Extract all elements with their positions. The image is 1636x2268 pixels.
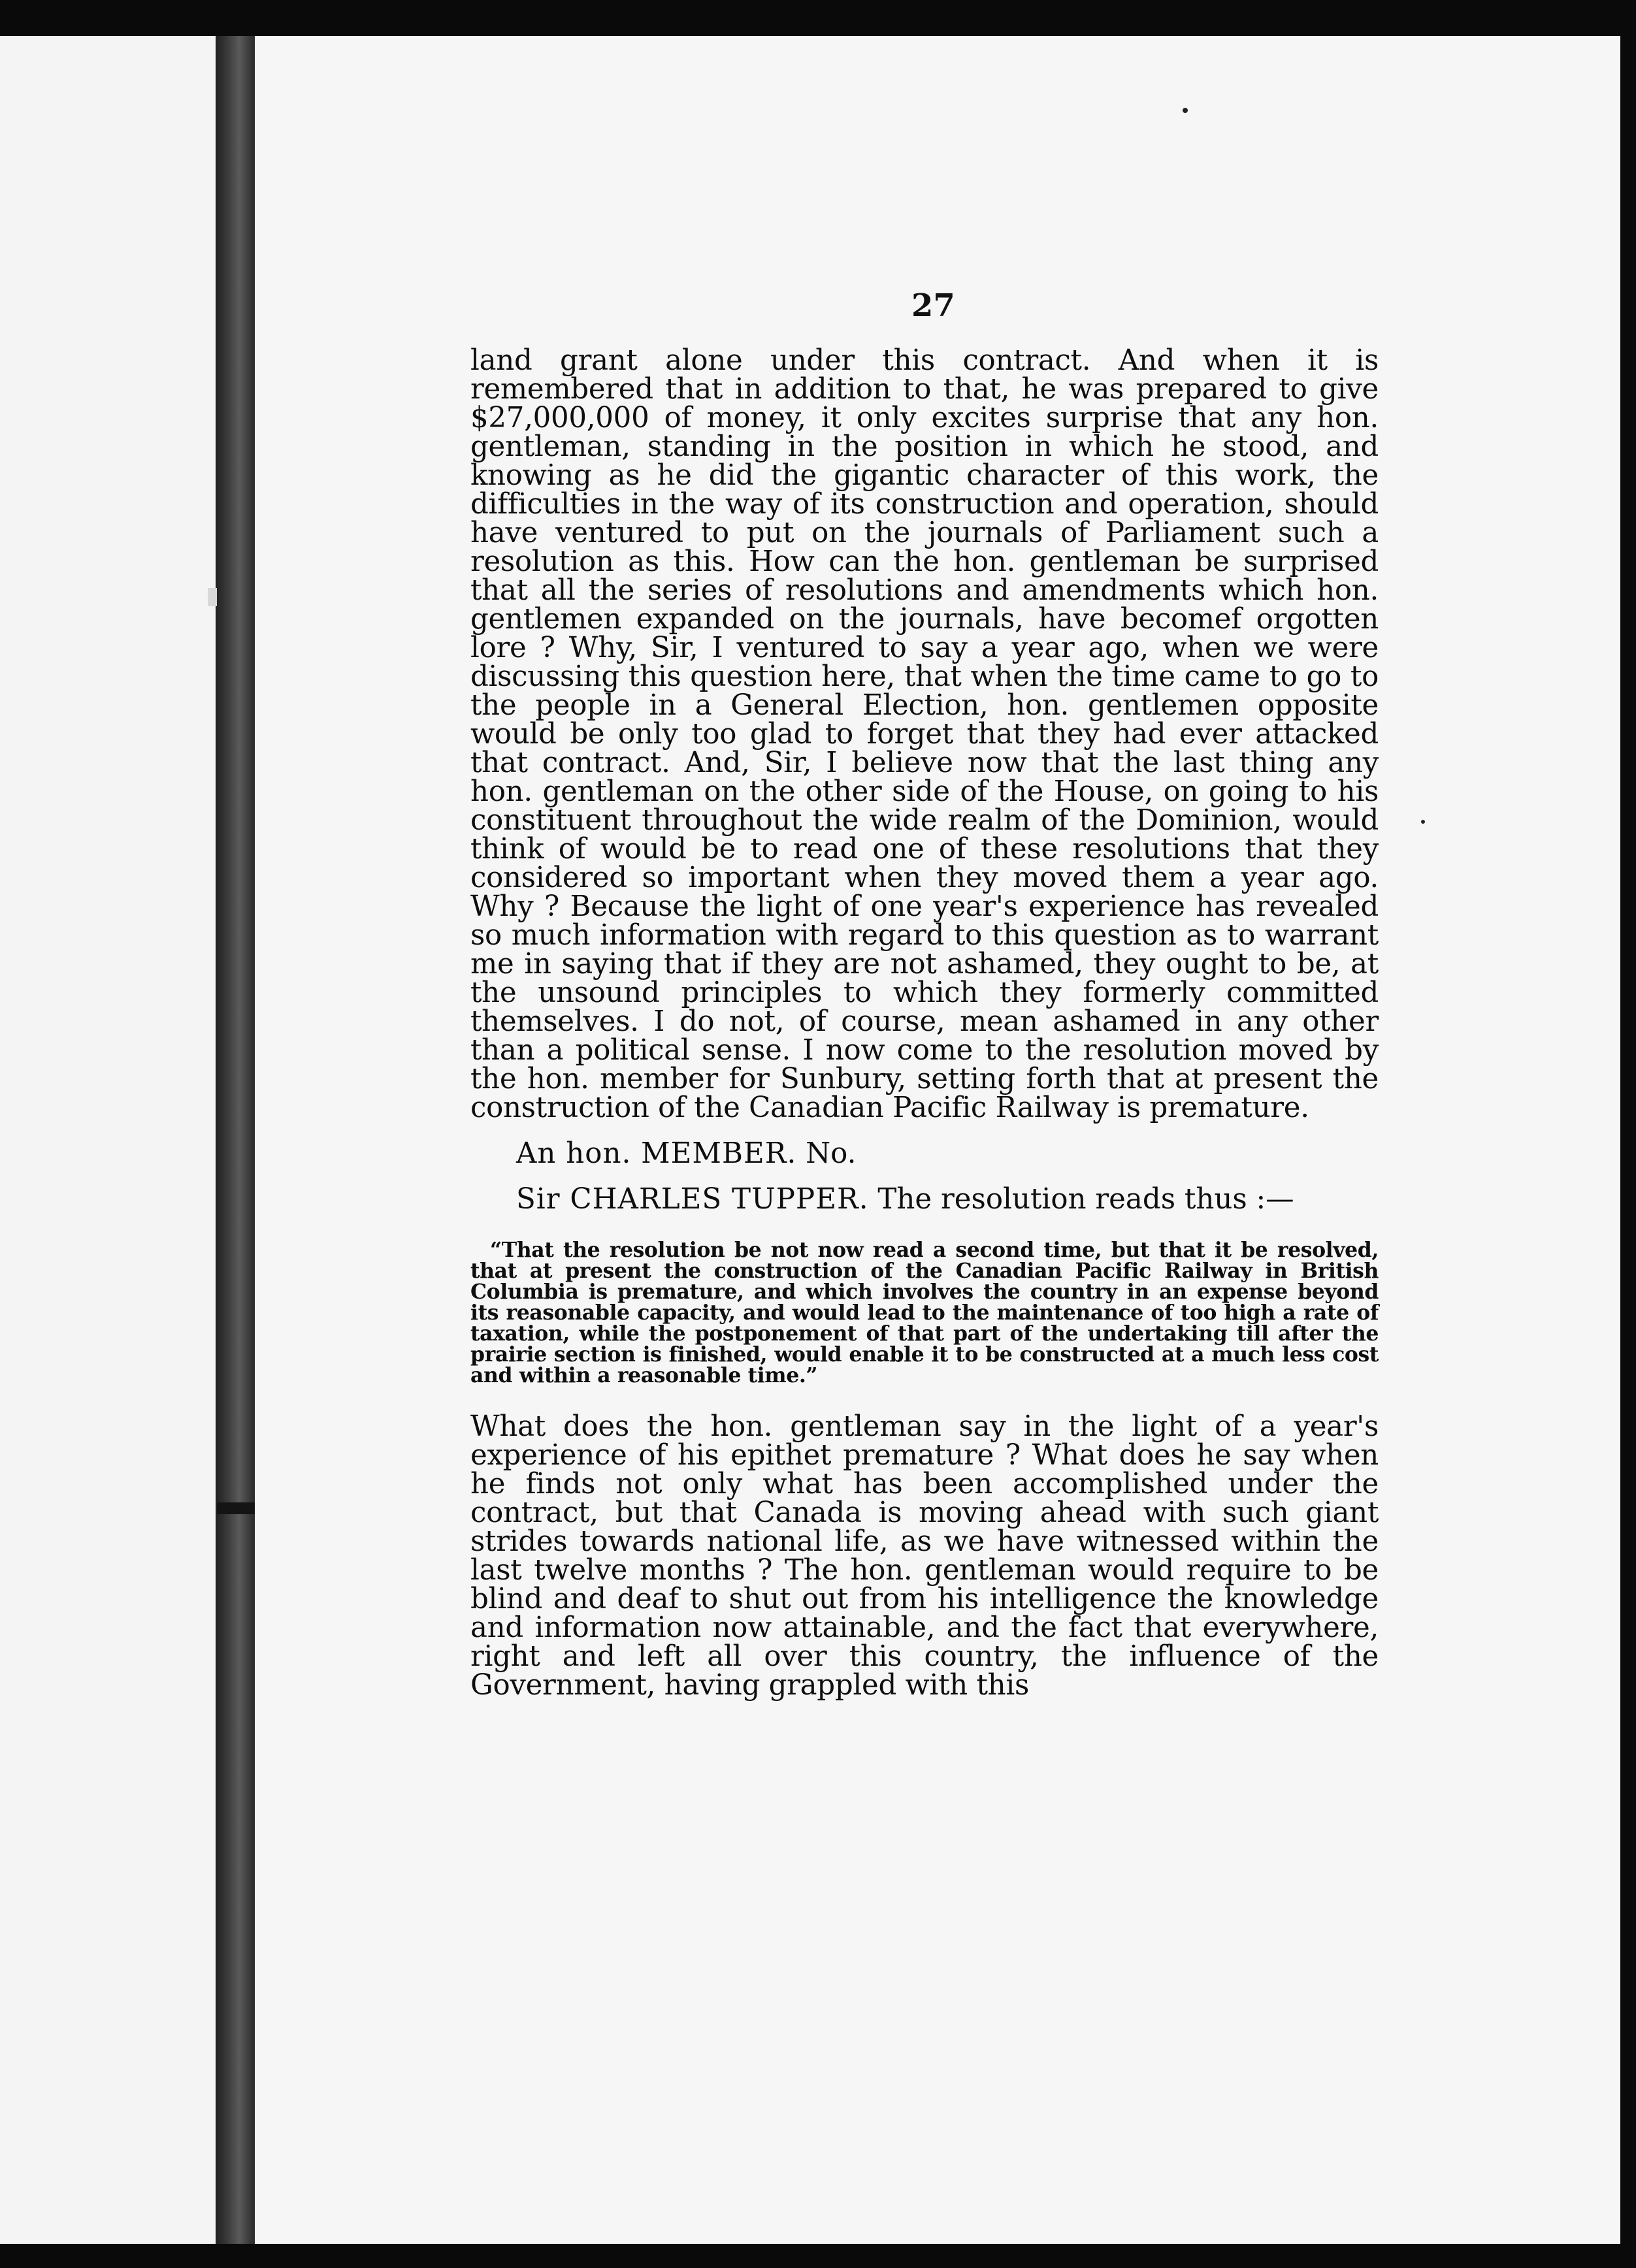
book-gutter — [216, 36, 255, 2244]
speaker-name: Sir CHARLES TUPPER. — [516, 1183, 869, 1216]
page-number: 27 — [911, 287, 955, 324]
quoted-resolution: “That the resolution be not now read a second time, but that it be resolved, that at present the construction of the Canadian Pacific Railway in British Columbia is premature, and which involves the country in an expense beyond its reasonable capacity, and would lead to the maintenance of too high a rate of taxation, while the postponement of that part of the undertaking till after the prairie section is finished, would enable it to be constructed at a much less cost and within a reasonable time.” — [470, 1238, 1379, 1387]
page-text — [470, 346, 1379, 1700]
left-page-edge — [0, 36, 216, 2244]
speaker-name: An hon. MEMBER. — [516, 1137, 797, 1170]
gutter-mark — [208, 588, 217, 606]
speaker-text: No. — [806, 1137, 857, 1170]
scan-speck — [1421, 820, 1425, 824]
body-paragraph: What does the hon. gentleman say in the light of a year's experience of his epithet premature ? What does he say when he finds not only what has been accomplished under the contract, but that Canada is moving ahead with such giant strides towards national life, as we have witnessed within the last twelve months ? The hon. gentleman would require to be blind and deaf to shut out from his intelligence the knowledge and information now attainable, and the fact that everywhere, right and left all over this country, the influence of the Government, having grappled with this — [470, 1410, 1379, 1702]
speaker-text: The resolution reads thus :— — [877, 1183, 1294, 1216]
interjection — [470, 1139, 1379, 1168]
gutter-notch — [217, 1502, 256, 1514]
scan-speck — [1183, 108, 1188, 113]
body-paragraph: land grant alone under this contract. And when it is remembered that in addition to that, he was prepared to give $27,000,000 of money, it only excites surprise that any hon. gentleman, standing in the position in which he stood, and knowing as he did the gigantic character of this work, the difficulties in the way of its construction and operation, should have ventured to put on the journals of Parliament such a resolution as this. How can the hon. gentleman be surprised that all the series of resolutions and amendments which hon. gentlemen expanded on the journals, have becomef orgotten lore ? Why, Sir, I ventured to say a year ago, when we were discussing this question here, that when the time came to go to the people in a General Election, hon. gentlemen opposite would be only too glad to forget that they had ever attacked that contract. And, Sir, I believe now that the last thing any hon. gentleman on the other side of the House, on going to his constituent throughout the wide realm of the Dominion, would think of would be to read one of these resolutions that they considered so important when they moved them a year ago. Why ? Because the light of one year's experience has revealed so much information with regard to this question as to warrant me in saying that if they are not ashamed, they ought to be, at the unsound principles to which they formerly committed themselves. I do not, of course, mean ashamed in any other than a political sense. I now come to the resolution moved by the hon. member for Sunbury, setting forth that at present the construction of the Canadian Pacific Railway is premature. — [470, 344, 1379, 1124]
speaker-line — [470, 1185, 1379, 1214]
